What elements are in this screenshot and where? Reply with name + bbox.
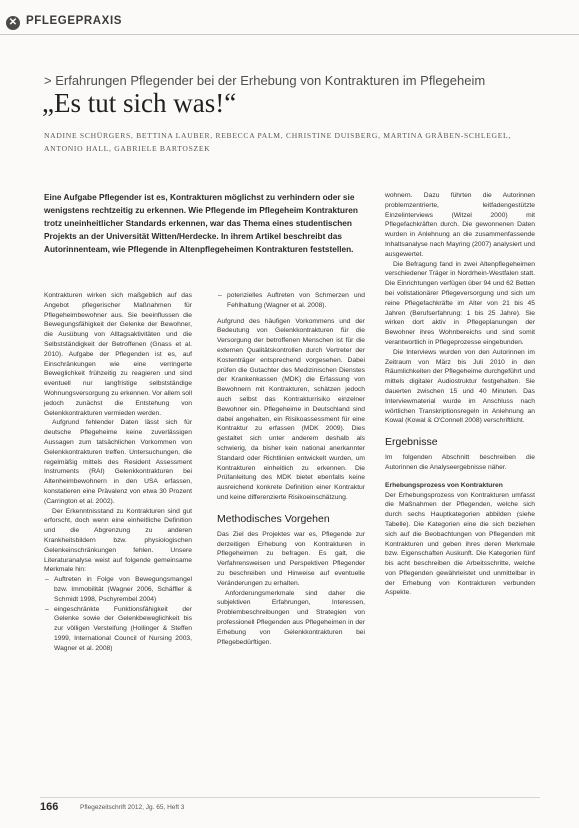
subheading: Erhebungsprozess von Kontrakturen [385,481,503,489]
paragraph: Der Erhebungsprozess von Kontrakturen umfasst die Maßnahmen der Pflegenden, welche sich durch sechs Hauptkategorien abbilden (siehe Tabelle). Die Kategorien eine die sich beziehen sich auf die Beobachtungen von Pflegenden mit Kontrakturen und geben ihres deren Merkmale bzw. Eigenschaften Auskunft. Die Kategorien fünf bis acht beschreiben die Arbeitsschritte, welche von Pflegenden gewährleistet und unmittelbar in der Erhebung von Kontrakturen verbunden Aspekte. [385,491,535,597]
body-column-2 [217,291,365,647]
section-label: PFLEGEPRAXIS [26,15,123,27]
paragraph: Aufgrund fehlender Daten lässt sich für deutsche Pflegeheime keine zuverlässigen Aussagen zum tatsächlichen Vorkommen von Gelenkkontrakturen treffen. Untersuchungen, die regelmäßig mittels des Resident Assessment Instruments (RAI) Gelenkkontrakturen bei Altenheimbewohnern in den USA erfassen, konstatieren eine Prävalenz von etwa 30 Prozent (Carrington et al. 2002). [44,419,192,505]
paragraph: Die Interviews wurden von den Autorinnen im Zeitraum von März bis Juli 2010 in den Räumlichkeiten der Pflegeheime durchgeführt und mittels digitaler Audiostruktur festgehalten. Sie dauerten zwischen 15 und 40 Minuten. Das Interviewmaterial wurde im Anschluss nach wörtlichen Transkriptionsregeln in Anlehnung an Kowal (Kowal & O'Connell 2008) verschriftlicht. [385,348,535,425]
paragraph: wohnern. Dazu führten die Autorinnen problemzentrierte, leitfadengestützte Einzelinterviews (Witzel 2000) mit Pflegefachkräften durch. Die gewonnenen Daten wurden in Anlehnung an die zusammenfassende Inhaltsanalyse nach Mayring (2007) analysiert und ausgewertet. [385,192,535,258]
paragraph: Im folgenden Abschnitt beschreiben die Autorinnen die Analyseergebnisse näher. [385,454,535,471]
page-footer [40,797,540,813]
page-number: 166 [40,801,59,813]
article-title: „Es tut sich was!“ [42,88,237,118]
author-list: NADINE SCHÜRGERS, BETTINA LAUBER, REBECCA PALM, CHRISTINE DUISBERG, MARTINA GRÄBEN-SCHLEGEL, ANTONIO HALL, GABRIELE BARTOSZEK [44,131,511,153]
journal-citation: Pflegezeitschrift 2012, Jg. 65, Heft 3 [80,804,185,811]
body-column-3 [385,191,535,598]
body-column-1 [44,291,192,653]
section-heading: Methodisches Vorgehen [217,512,330,525]
feature-list [44,575,192,653]
paragraph: Der Erkenntnisstand zu Kontrakturen sind gut erforscht, doch wenn eine einheitliche Definition und die Abgrenzung zu anderen Krankheitsbildern bzw. physiologischen Gelenkeinschränkungen fehlen. Unsere Literaturanalyse weist auf folgende gemeinsame Merkmale hin: [44,507,192,574]
paragraph: Aufgrund des häufigen Vorkommens und der Bedeutung von Gelenkkontrakturen für die Versorgung der betroffenen Menschen ist für die externen Qualitätskontrollen durch Vertreter der Kostenträger entsprechend vorgesehen. Dabei prüfen die Gutachter des Medizinischen Dienstes der Krankenkassen (MDK) die Erfassung von Bewohnern mit Kontrakturen, schätzen jedoch auch selbst das Kontrakturrisiko einzelner Bewohner ein. Pflegeheime in Deutschland sind dabei angehalten, ein Risikoassessment für eine Kontraktur zu erfassen (MDK 2009). Dies gestaltet sich unter anderem deshalb als schwierig, da bisher kein national anerkannter Standard oder Richtlinien entwickelt wurden, um Kontrakturen einheitlich zu erkennen. Die Prüfanleitung des MDK bietet ebenfalls keine ausreichend konkrete Definition einer Kontraktur und keine differenzierte Risikoeinschätzung. [217,317,365,501]
feature-list [217,291,365,311]
lead-paragraph: Eine Aufgabe Pflegender ist es, Kontrakturen möglichst zu verhindern oder sie wenigstens rechtzeitig zu erkennen. Wie Pflegende im Pflegeheim Kontrakturen trotz uneinheitlicher Standards erkennen, war das Thema eines studentischen Projekts an der Universität Witten/Herdecke. In ihrem Artikel beschreibt das Autorinnenteam, wie Pflegende in Altenpflegeheimen Kontrakturen feststellen. [44,192,358,254]
section-heading: Ergebnisse [385,436,438,449]
paragraph: Anforderungsmerkmale sind daher die subjektiven Erfahrungen, Interessen, Problembeschreibungen und Strategien von professionell Pflegenden aus Pflegeheimen in der Erhebung von Gelenkkontrakturen bei Pflegebedürftigen. [217,589,365,646]
paragraph: Das Ziel des Projektes war es, Pflegende zur derzeitigen Erhebung von Kontrakturen in Pflegeheimen zu befragen. Es galt, die Verfahrensweisen und Perspektiven Pflegender zu beschreiben und Hinweise auf eventuelle Veränderungen zu erhalten. [217,530,365,587]
x-icon: ✕ [6,16,20,30]
paragraph: Kontrakturen wirken sich maßgeblich auf das Angebot pflegerischer Maßnahmen für Pflegeheimbewohner aus. Sie beeinflussen die Bewegungsfähigkeit der Gelenke der Bewohner, die Ausübung von Alltagsaktivitäten und die Selbstständigkeit der Betroffenen (Gnass et al. 2010). Aufgabe der Pflegenden ist es, auf Einschränkungen wie eine verringerte Beweglichkeit frühzeitig zu reagieren und sind eventuell nur langfristige selbstständige Wohnungsversorgung zu erkennen. Vor allem soll jedoch zunächst die Entstehung von Gelenkkontrakturen vermieden werden. [44,292,192,417]
list-item: – eingeschränkte Funktionsfähigkeit der Gelenke sowie der Gelenkbeweglichkeit bis zur völligen Versteifung (Hollinger & Steffen 1999, International Council of Nursing 2003, Wagner et al. 2008) [54,605,192,654]
list-item: – potenzielles Auftreten von Schmerzen und Fehlhaltung (Wagner et al. 2008). [227,291,365,311]
paragraph: Die Befragung fand in zwei Altenpflegeheimen verschiedener Träger in Nordrhein-Westfalen statt. Die Einrichtungen verfügen über 94 und 62 Betten bei vollstationärer Pflegeversorgung und sich um reine Pflegefachkräfte im Alter von 21 bis 45 Jahren (Berufserfahrung: 1 bis 25 Jahre). Sie wirken dort aktiv in Pflegeplanungen der Bewohner ihres Wohnbereichs und sind somit verantwortlich in Pflegeprozesse eingebunden. [385,260,535,346]
list-item: – Auftreten in Folge von Bewegungsmangel bzw. Immobilität (Wagner 2006, Schäffler & Schmidt 1998, Pschyrembel 2004) [54,575,192,604]
article-kicker: > Erfahrungen Pflegender bei der Erhebung von Kontrakturen im Pflegeheim [44,73,486,88]
